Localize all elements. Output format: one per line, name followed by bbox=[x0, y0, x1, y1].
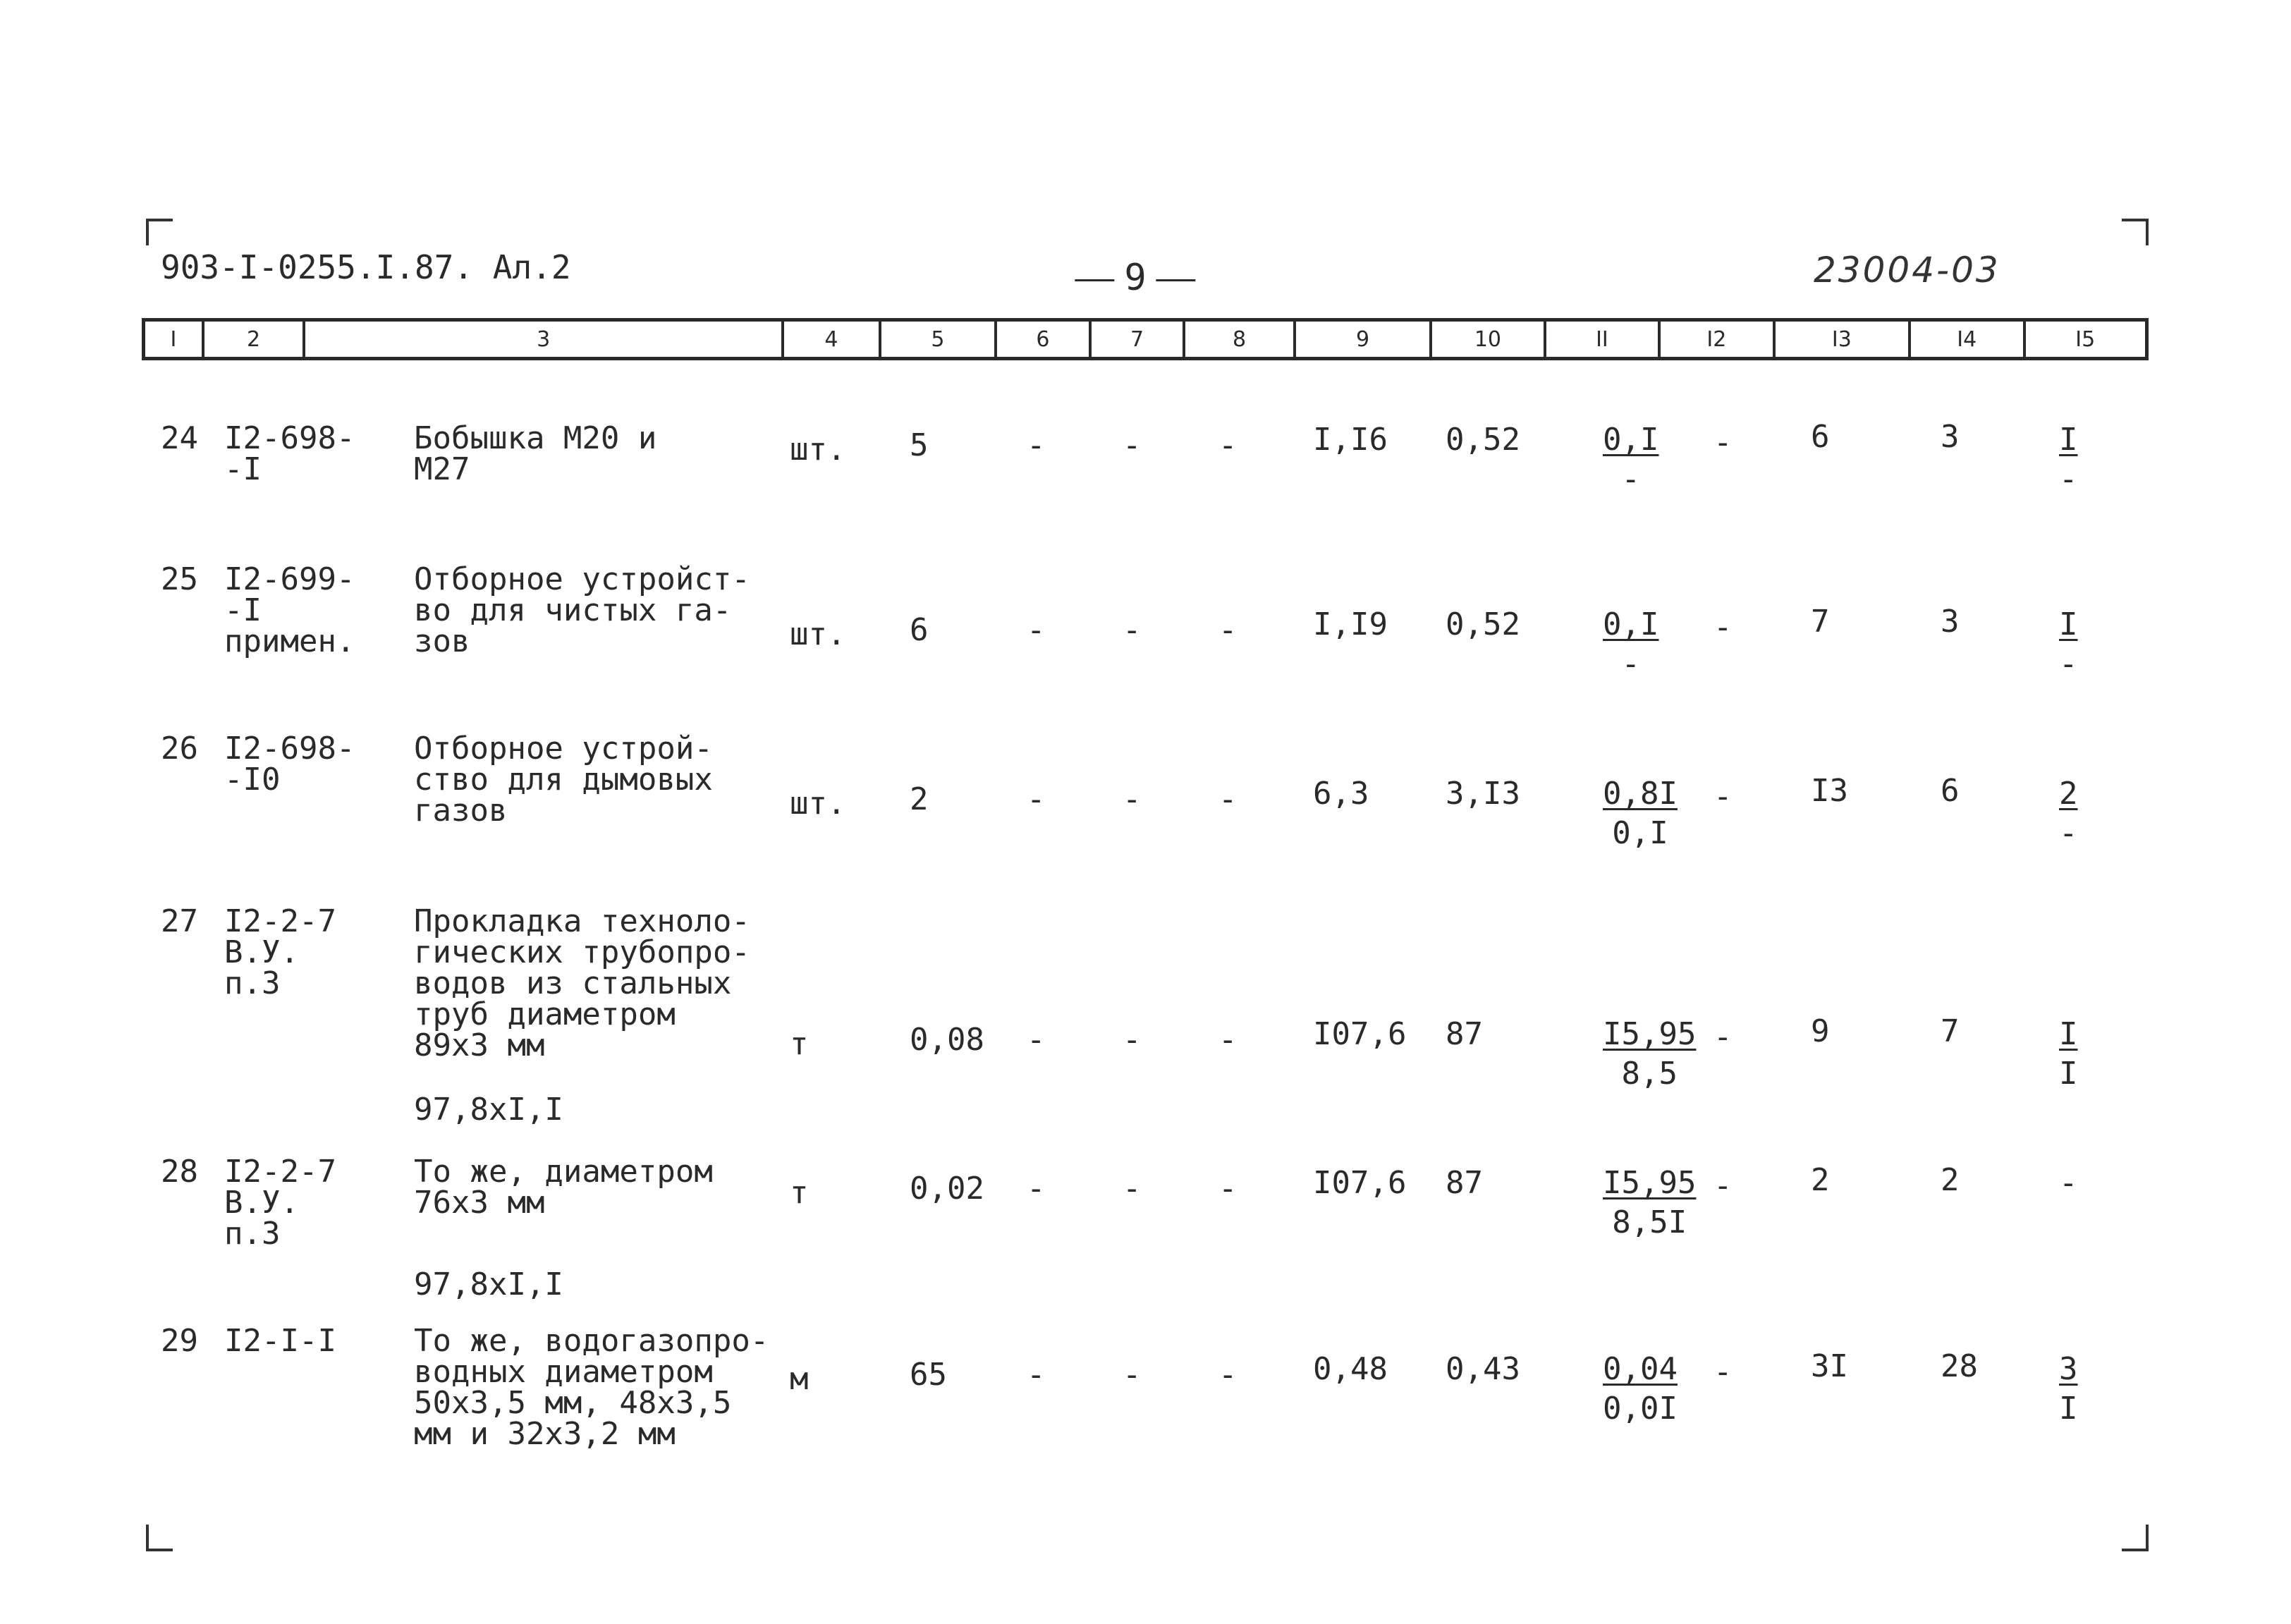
norm-code bbox=[224, 420, 355, 487]
col7-value: - bbox=[1123, 1357, 1142, 1393]
work-name-line: мм и 32х3,2 мм bbox=[414, 1416, 676, 1452]
norm-code-line: I2-I-I bbox=[224, 1323, 336, 1359]
col15-top: I bbox=[2059, 422, 2078, 458]
col8-value: - bbox=[1218, 1357, 1238, 1393]
row-number: 27 bbox=[161, 903, 198, 939]
column-number-5: 5 bbox=[881, 322, 997, 357]
col9-value: I07,6 bbox=[1313, 1016, 1407, 1052]
column-number-8: 8 bbox=[1185, 322, 1296, 357]
col14-value: 3 bbox=[1941, 604, 1960, 640]
col6-value: - bbox=[1027, 427, 1046, 463]
row-number: 24 bbox=[161, 420, 198, 456]
work-name-line: Отборное устройст- bbox=[414, 561, 750, 597]
work-name-line: М27 bbox=[414, 451, 470, 487]
work-name bbox=[414, 1156, 713, 1219]
quantity: 6 bbox=[910, 612, 929, 648]
work-name-line: 76х3 мм bbox=[414, 1185, 545, 1221]
col15-fraction bbox=[2059, 606, 2078, 682]
col13-value: 7 bbox=[1811, 604, 1830, 640]
norm-code bbox=[224, 1323, 336, 1359]
col15-top: I bbox=[2059, 1016, 2078, 1052]
col11-bottom: 0,0I bbox=[1603, 1391, 1678, 1427]
col11-top: 0,8I bbox=[1603, 776, 1678, 812]
col8-value: - bbox=[1218, 781, 1238, 817]
col12-value: - bbox=[1713, 1168, 1733, 1204]
col6-value: - bbox=[1027, 781, 1046, 817]
norm-code-line: -I0 bbox=[224, 762, 281, 798]
col10-value: 0,52 bbox=[1446, 606, 1520, 642]
col15-fraction bbox=[2059, 1351, 2078, 1427]
column-number-3: 3 bbox=[305, 322, 784, 357]
col11-top: I5,95 bbox=[1603, 1016, 1697, 1052]
col12-value: - bbox=[1713, 609, 1733, 645]
col11-top: 0,I bbox=[1603, 422, 1659, 458]
work-name-line: То же, водогазопро- bbox=[414, 1323, 769, 1359]
col9-value: 6,3 bbox=[1313, 776, 1369, 812]
norm-code bbox=[224, 903, 336, 1001]
col13-value: 3I bbox=[1811, 1348, 1848, 1384]
col9-value: I,I9 bbox=[1313, 606, 1388, 642]
col13-value: 9 bbox=[1811, 1013, 1830, 1049]
col6-value: - bbox=[1027, 1171, 1046, 1207]
work-name bbox=[414, 731, 713, 829]
col13-value: 2 bbox=[1811, 1162, 1830, 1198]
unit: шт. bbox=[790, 616, 846, 652]
work-name-line: 50х3,5 мм, 48х3,5 bbox=[414, 1385, 732, 1421]
page-number bbox=[1065, 257, 1205, 299]
col15-top: I bbox=[2059, 606, 2078, 642]
col15-top: 3 bbox=[2059, 1351, 2078, 1387]
col8-value: - bbox=[1218, 427, 1238, 463]
col11-bottom: 8,5 bbox=[1621, 1056, 1678, 1092]
col11-fraction bbox=[1603, 1351, 1678, 1427]
unit: шт. bbox=[790, 432, 846, 468]
col11-fraction bbox=[1603, 422, 1659, 497]
col11-bottom: - bbox=[1621, 461, 1640, 497]
col6-value: - bbox=[1027, 1022, 1046, 1058]
norm-code bbox=[224, 561, 355, 659]
col11-fraction bbox=[1603, 1016, 1697, 1092]
col15-bottom: - bbox=[2059, 646, 2078, 682]
unit: т bbox=[790, 1026, 809, 1062]
work-name bbox=[414, 903, 750, 1063]
quantity: 65 bbox=[910, 1357, 947, 1393]
work-name-line: гических трубопро- bbox=[414, 934, 750, 970]
col12-value: - bbox=[1713, 779, 1733, 814]
corner-mark-bottom-right bbox=[2122, 1525, 2149, 1551]
col15-fraction bbox=[2059, 776, 2078, 851]
col15-fraction bbox=[2059, 422, 2078, 497]
col10-value: 87 bbox=[1446, 1165, 1483, 1201]
work-name-line: Бобышка М20 и bbox=[414, 420, 657, 456]
col11-bottom: 0,I bbox=[1612, 815, 1668, 851]
col10-value: 3,I3 bbox=[1446, 776, 1520, 812]
quantity: 0,02 bbox=[910, 1171, 984, 1207]
column-number-7: 7 bbox=[1092, 322, 1186, 357]
work-name-line: зов bbox=[414, 623, 470, 659]
column-number-13: I3 bbox=[1776, 322, 1911, 357]
col10-value: 0,43 bbox=[1446, 1351, 1520, 1387]
stamp-number: 23004-03 bbox=[1814, 250, 2000, 291]
corner-mark-top-left bbox=[146, 219, 173, 245]
col15-bottom: - bbox=[2059, 815, 2078, 851]
quantity: 0,08 bbox=[910, 1022, 984, 1058]
col7-value: - bbox=[1123, 427, 1142, 463]
col7-value: - bbox=[1123, 612, 1142, 648]
col15-bottom: I bbox=[2059, 1056, 2078, 1092]
work-name-line: водов из стальных bbox=[414, 965, 732, 1001]
document-code: 903-I-0255.I.87. Ал.2 bbox=[161, 248, 571, 286]
work-name-line: ство для дымовых bbox=[414, 762, 713, 798]
col7-value: - bbox=[1123, 781, 1142, 817]
norm-code-line: п.3 bbox=[224, 965, 281, 1001]
col14-value: 2 bbox=[1941, 1162, 1960, 1198]
work-name-line: То же, диаметром bbox=[414, 1154, 713, 1190]
work-name-extra: 97,8хI,I bbox=[414, 1266, 563, 1302]
col6-value: - bbox=[1027, 1357, 1046, 1393]
norm-code-line: I2-699- bbox=[224, 561, 355, 597]
col15-fraction bbox=[2059, 1016, 2078, 1092]
work-name-line: 89х3 мм bbox=[414, 1027, 545, 1063]
col8-value: - bbox=[1218, 1171, 1238, 1207]
norm-code-line: I2-698- bbox=[224, 731, 355, 767]
row-number: 26 bbox=[161, 731, 198, 767]
col11-top: 0,I bbox=[1603, 606, 1659, 642]
col9-value: I,I6 bbox=[1313, 422, 1388, 458]
col8-value: - bbox=[1218, 1022, 1238, 1058]
col11-top: 0,04 bbox=[1603, 1351, 1678, 1387]
page-number-value: 9 bbox=[1124, 257, 1147, 299]
norm-code-line: I2-2-7 bbox=[224, 1154, 336, 1190]
quantity: 5 bbox=[910, 427, 929, 463]
work-name-line: труб диаметром bbox=[414, 996, 676, 1032]
work-name-line: Прокладка техноло- bbox=[414, 903, 750, 939]
norm-code-line: I2-2-7 bbox=[224, 903, 336, 939]
column-number-4: 4 bbox=[784, 322, 881, 357]
column-number-14: I4 bbox=[1911, 322, 2025, 357]
col15-top: - bbox=[2059, 1165, 2078, 1201]
col15-fraction bbox=[2059, 1165, 2078, 1207]
col11-fraction bbox=[1603, 776, 1678, 851]
col13-value: 6 bbox=[1811, 419, 1830, 455]
col7-value: - bbox=[1123, 1022, 1142, 1058]
col12-value: - bbox=[1713, 425, 1733, 460]
col15-bottom: - bbox=[2059, 461, 2078, 497]
column-number-1: I bbox=[145, 322, 204, 357]
norm-code-line: В.У. bbox=[224, 934, 299, 970]
col15-bottom: I bbox=[2059, 1391, 2078, 1427]
col11-bottom: - bbox=[1621, 646, 1640, 682]
norm-code-line: примен. bbox=[224, 623, 355, 659]
col13-value: I3 bbox=[1811, 773, 1848, 809]
col8-value: - bbox=[1218, 612, 1238, 648]
norm-code-line: I2-698- bbox=[224, 420, 355, 456]
row-number: 28 bbox=[161, 1154, 198, 1190]
column-number-12: I2 bbox=[1661, 322, 1775, 357]
column-number-9: 9 bbox=[1296, 322, 1432, 357]
col14-value: 3 bbox=[1941, 419, 1960, 455]
row-number: 29 bbox=[161, 1323, 198, 1359]
col11-bottom: 8,5I bbox=[1612, 1204, 1687, 1240]
work-name-line: во для чистых га- bbox=[414, 592, 732, 628]
column-number-2: 2 bbox=[204, 322, 306, 357]
col12-value: - bbox=[1713, 1354, 1733, 1390]
col9-value: 0,48 bbox=[1313, 1351, 1388, 1387]
corner-mark-top-right bbox=[2122, 219, 2149, 245]
col10-value: 87 bbox=[1446, 1016, 1483, 1052]
unit: т bbox=[790, 1175, 809, 1211]
work-name bbox=[414, 561, 750, 659]
norm-code-line: -I bbox=[224, 592, 262, 628]
col10-value: 0,52 bbox=[1446, 422, 1520, 458]
work-name-line: Отборное устрой- bbox=[414, 731, 713, 767]
column-number-15: I5 bbox=[2075, 326, 2096, 352]
work-name bbox=[414, 420, 657, 487]
col15-top: 2 bbox=[2059, 776, 2078, 812]
norm-code bbox=[224, 1156, 336, 1250]
col11-fraction bbox=[1603, 606, 1659, 682]
column-number-header bbox=[142, 318, 2149, 360]
norm-code-line: В.У. bbox=[224, 1185, 299, 1221]
column-number-6: 6 bbox=[997, 322, 1092, 357]
work-name bbox=[414, 1323, 769, 1452]
norm-code-line: -I bbox=[224, 451, 262, 487]
col9-value: I07,6 bbox=[1313, 1165, 1407, 1201]
col11-fraction bbox=[1603, 1165, 1697, 1240]
col14-value: 28 bbox=[1941, 1348, 1978, 1384]
work-name-extra: 97,8хI,I bbox=[414, 1092, 563, 1128]
column-number-10: 10 bbox=[1432, 322, 1546, 357]
unit: м bbox=[790, 1361, 809, 1397]
work-name-line: газов bbox=[414, 793, 508, 829]
norm-code bbox=[224, 731, 355, 798]
norm-code-line: п.3 bbox=[224, 1216, 281, 1252]
column-number-11: II bbox=[1546, 322, 1661, 357]
col12-value: - bbox=[1713, 1019, 1733, 1055]
col7-value: - bbox=[1123, 1171, 1142, 1207]
col6-value: - bbox=[1027, 612, 1046, 648]
quantity: 2 bbox=[910, 781, 929, 817]
unit: шт. bbox=[790, 786, 846, 822]
work-name-line: водных диаметром bbox=[414, 1354, 713, 1390]
corner-mark-bottom-left bbox=[146, 1525, 173, 1551]
col14-value: 7 bbox=[1941, 1013, 1960, 1049]
col14-value: 6 bbox=[1941, 773, 1960, 809]
row-number: 25 bbox=[161, 561, 198, 597]
col11-top: I5,95 bbox=[1603, 1165, 1697, 1201]
